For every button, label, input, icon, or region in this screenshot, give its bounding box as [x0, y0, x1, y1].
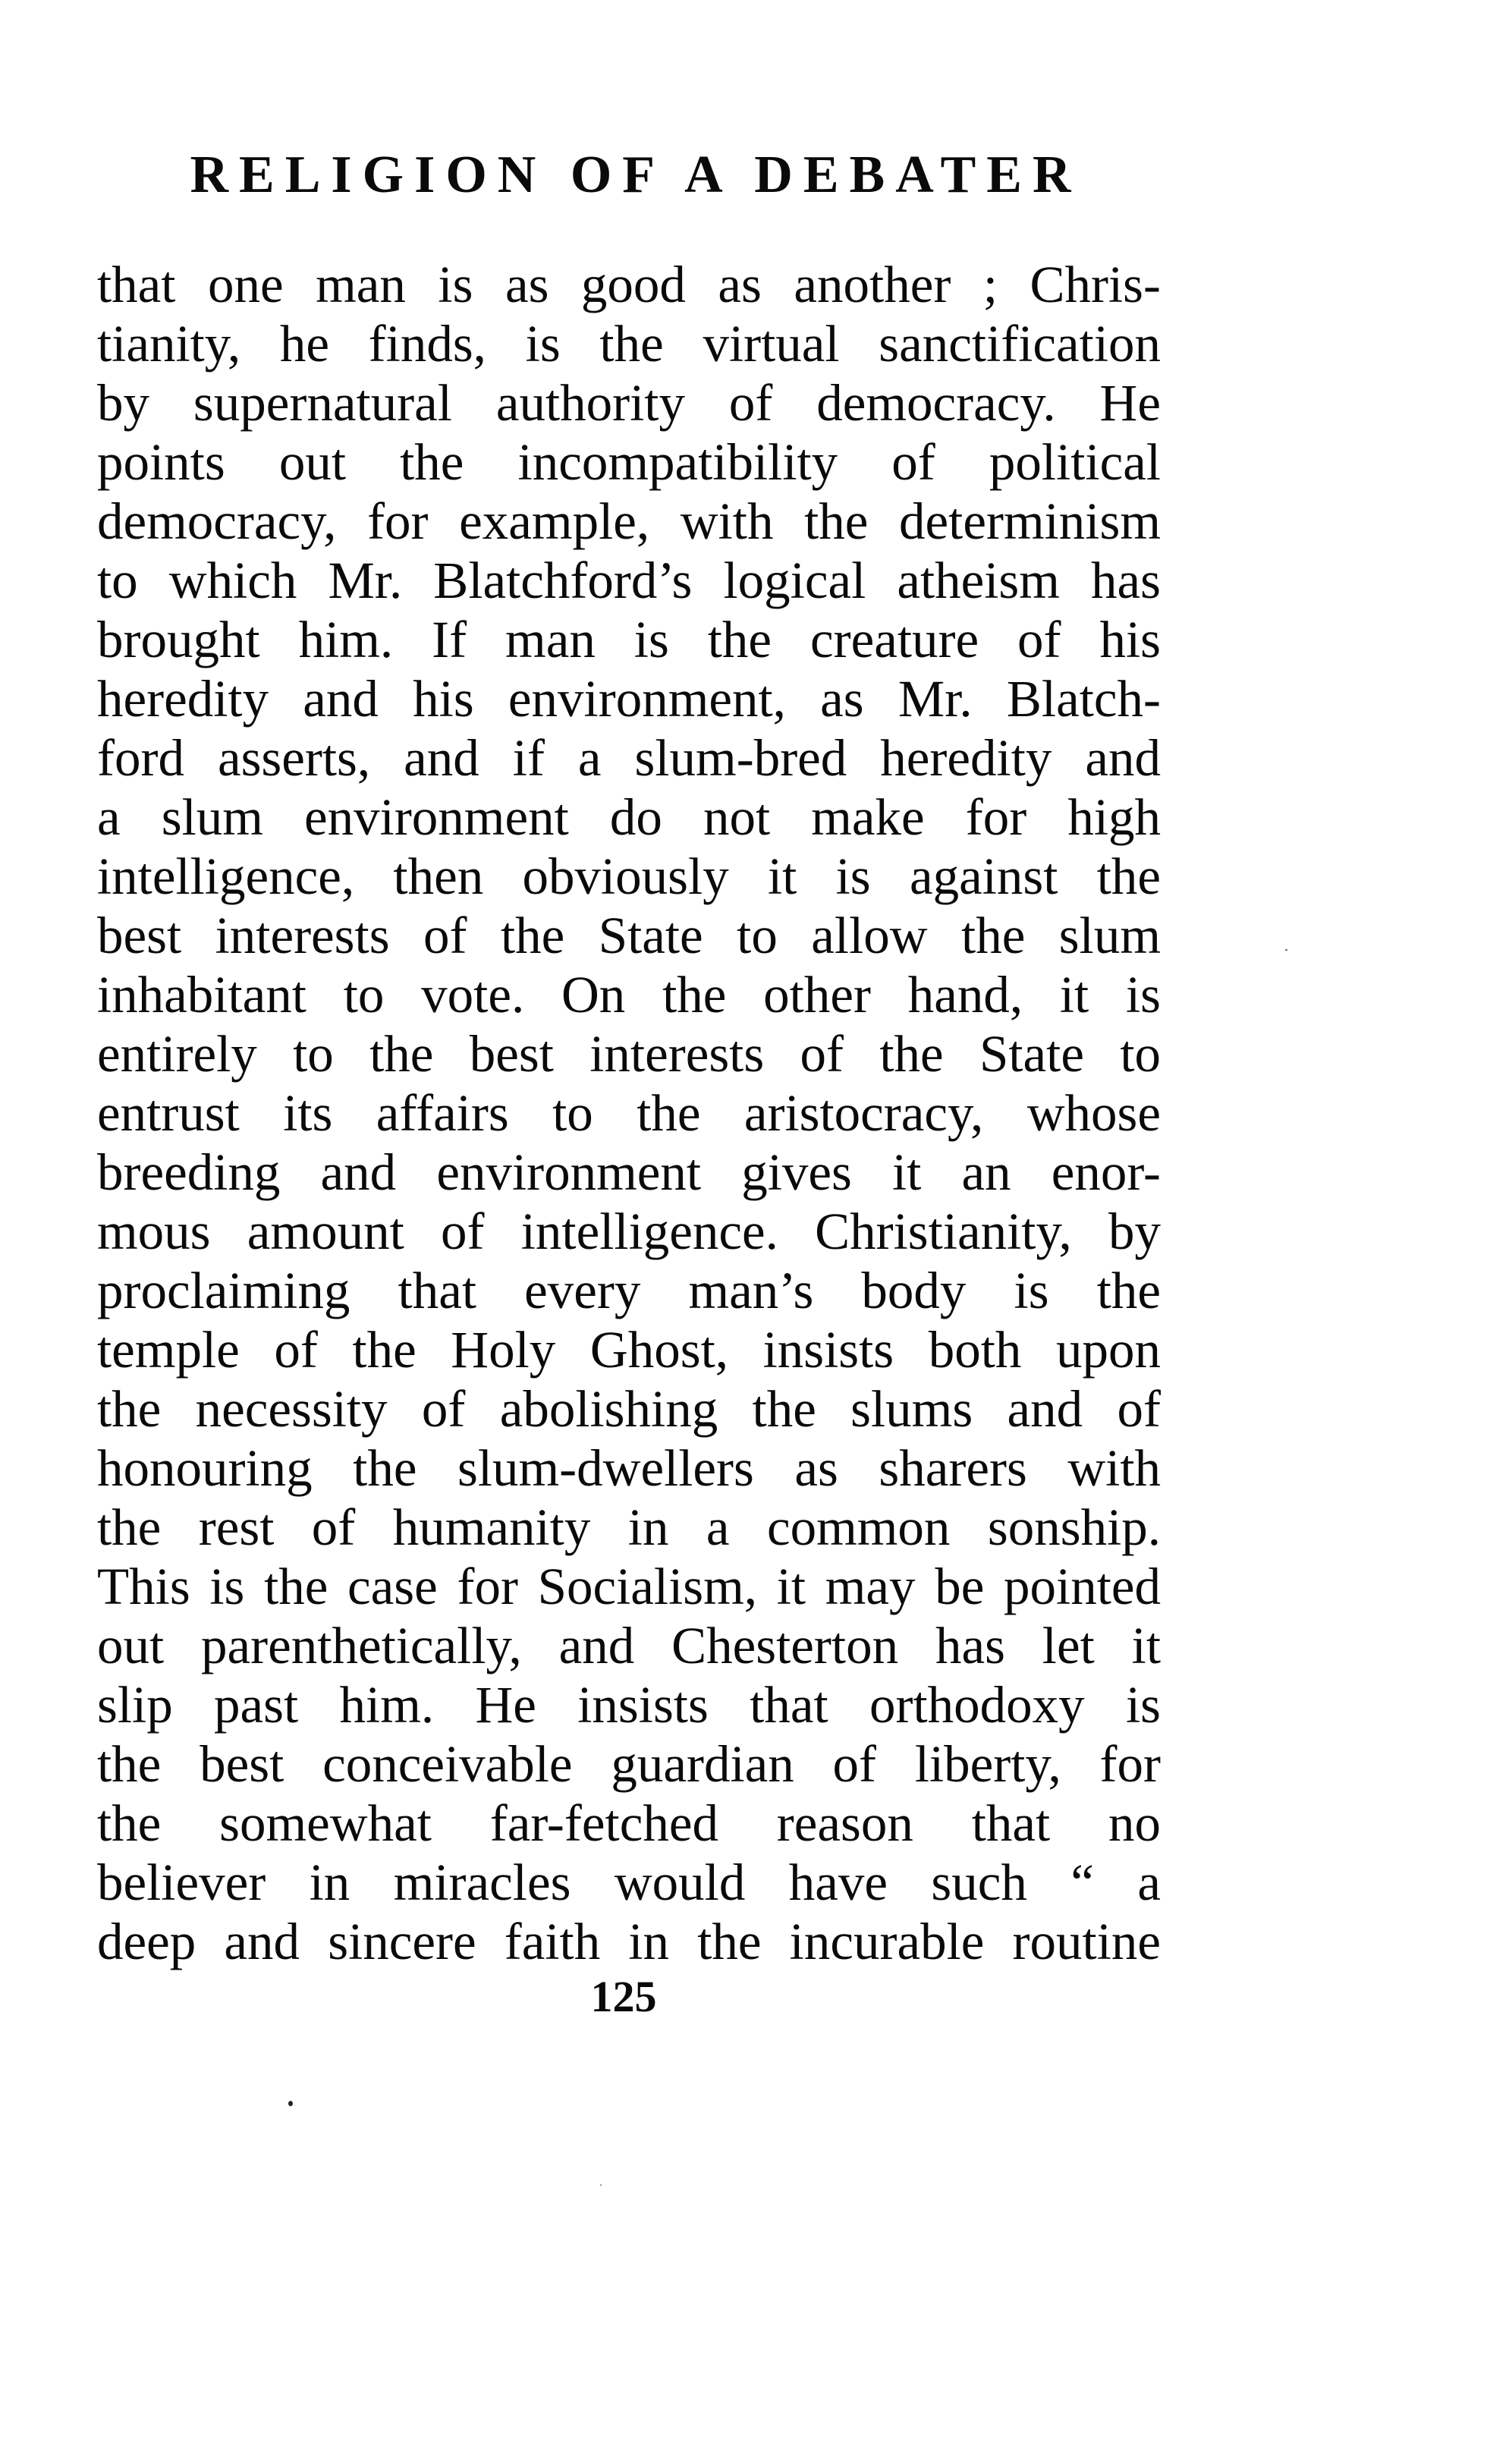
text-line: out parenthetically, and Chesterton has let it [97, 1617, 1161, 1674]
text-line: believer in miracles would have such “ a [97, 1854, 1161, 1911]
text-line: a slum environment do not make for high [97, 788, 1161, 846]
text-line: mous amount of intelligence. Christianity, by [97, 1203, 1161, 1260]
text-line: This is the case for Socialism, it may be pointed [97, 1558, 1161, 1615]
text-line: the best conceivable guardian of liberty, for [97, 1735, 1161, 1793]
text-line: points out the incompatibility of political [97, 433, 1161, 491]
text-line: entirely to the best interests of the State to [97, 1025, 1161, 1083]
body-text [97, 255, 1161, 1971]
text-line: slip past him. He insists that orthodoxy is [97, 1676, 1161, 1734]
text-line: by supernatural authority of democracy. He [97, 374, 1161, 432]
running-head-text: RELIGION OF A DEBATER [190, 146, 1082, 204]
text-line: the necessity of abolishing the slums and of [97, 1380, 1161, 1438]
text-line: honouring the slum-dwellers as sharers with [97, 1439, 1161, 1497]
text-line: that one man is as good as another ; Chris- [97, 256, 1161, 313]
text-line: democracy, for example, with the determinism [97, 492, 1161, 550]
text-line: heredity and his environment, as Mr. Blatch- [97, 670, 1161, 728]
text-line: the rest of humanity in a common sonship. [97, 1498, 1161, 1556]
text-line: to which Mr. Blatchford’s logical atheism has [97, 552, 1161, 609]
text-line: best interests of the State to allow the slum [97, 907, 1161, 964]
running-head [152, 146, 1109, 204]
text-line: ford asserts, and if a slum-bred heredity and [97, 729, 1161, 787]
scan-speck [600, 2184, 602, 2186]
text-line: brought him. If man is the creature of his [97, 611, 1161, 668]
text-line: deep and sincere faith in the incurable routine [97, 1913, 1161, 1970]
text-line: inhabitant to vote. On the other hand, it is [97, 966, 1161, 1023]
text-line: entrust its affairs to the aristocracy, whose [97, 1084, 1161, 1142]
text-line: tianity, he finds, is the virtual sanctification [97, 315, 1161, 373]
scan-speck [288, 2101, 293, 2106]
scan-speck [1285, 949, 1287, 951]
text-line: proclaiming that every man’s body is the [97, 1262, 1161, 1319]
page-number: 125 [590, 1972, 657, 2021]
text-line: breeding and environment gives it an enor- [97, 1143, 1161, 1201]
text-line: the somewhat far-fetched reason that no [97, 1794, 1161, 1852]
text-line: intelligence, then obviously it is against the [97, 847, 1161, 905]
text-line: temple of the Holy Ghost, insists both upon [97, 1321, 1161, 1379]
